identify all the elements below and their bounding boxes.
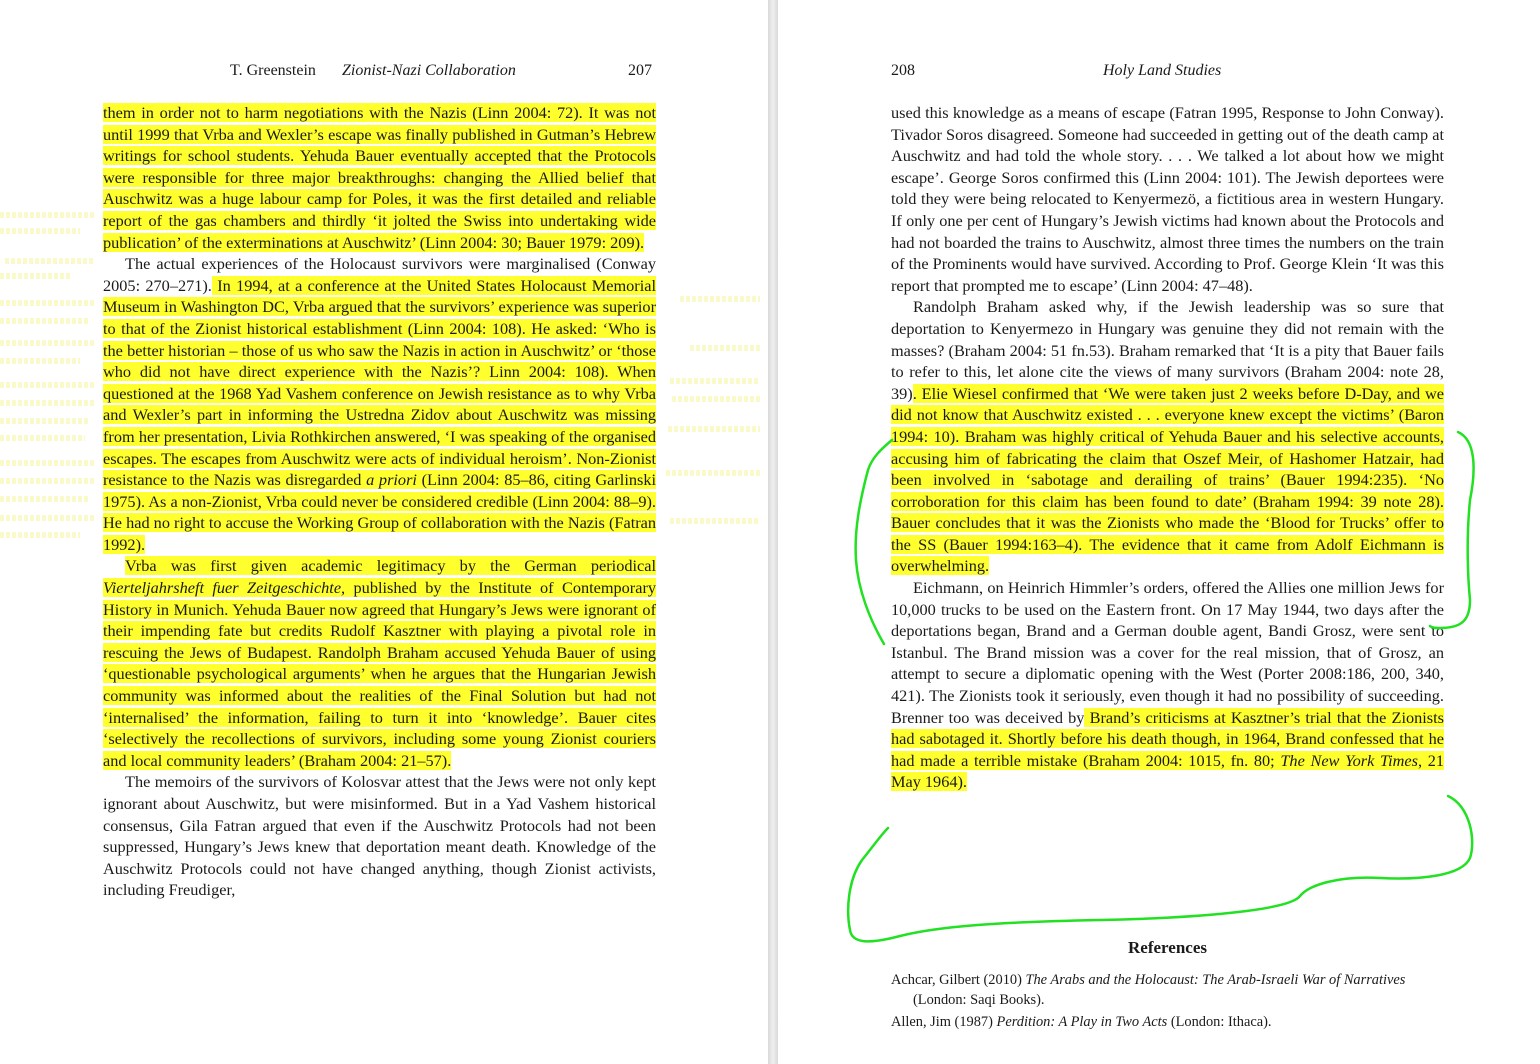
left-running-author: T. Greenstein [230, 62, 316, 79]
highlighted-text: . Elie Wiesel confirmed that ‘We were taken just 2 weeks before D-Day, and we did not know that Auschwitz existed . . . everyone knew except the victims’ (Baron 1994: 10). Braham was highly critical of Yehuda Bauer and his selective accounts, accusing him of fabricating the claim that Oszef Meir, of Hashomer Hatzair, had been involved in ‘sabotage and derailing of trains’ (Bauer 1994:235). ‘No corroboration for this claim has been found to date’ (Braham 1994: 39 note 28). Bauer concludes that it was the Zionists who made the ‘Blood for Trucks’ offer to the SS (Bauer 1994:163–4). The evidence that it came from Adolf Eichmann is overwhelming. [891, 383, 1444, 576]
highlighted-text: The New York Times [1280, 750, 1418, 770]
left-page-number: 207 [628, 62, 652, 79]
left-running-title [342, 60, 516, 82]
highlighted-text: a priori [366, 470, 417, 490]
book-gutter [768, 0, 778, 1064]
left-paragraph [103, 555, 656, 771]
reference-text: (London: Saqi Books). [913, 992, 1045, 1008]
body-text: used this knowledge as a means of escape (Fatran 1995, Response to John Conway). Tivador Soros disagreed. Someone had succeeded in getting out of the death camp at Auschwitz and had told the whole story. . . . We talked a lot about how we might escape’. George Soros confirmed this (Linn 2004: 101). The Jewish deportees were told they were being relocated to Kenyermezö, a fictitious area in western Hungary. If only one per cent of Hungary’s Jewish victims had known about the Protocols and had not boarded the trains to Auschwitz, almost three times the numbers on the train of the Prominents would have survived. According to Prof. George Klein ‘It was this report that prompted me to escape’ (Linn 2004: 47–48). [891, 103, 1444, 295]
left-paragraph [103, 771, 656, 901]
right-running-title [1103, 60, 1221, 82]
reference-text: Achcar, Gilbert (2010) [891, 972, 1026, 988]
left-paragraph [103, 102, 656, 253]
right-page [778, 0, 1540, 1064]
body-text: Randolph Braham asked why, if the Jewish leadership was so sure that deportation to Kenyermezo in Hungary was genuine they did not remain with the masses? (Braham 2004: 51 fn.53). Braham remarked that ‘It is a pity that Bauer fails to refer to this, let alone cite the views of many survivors (Braham 2004: note 28, 39) [891, 297, 1444, 403]
left-paragraph [103, 253, 656, 555]
right-paragraph [891, 102, 1444, 296]
highlighted-text: Vierteljahrsheft fuer Zeitgeschichte, [103, 578, 346, 598]
highlighted-text: , 21 May 1964). [891, 750, 1445, 792]
reference-text: Allen, Jim (1987) [891, 1014, 997, 1030]
body-text: Eichmann, on Heinrich Himmler’s orders, offered the Allies one million Jews for 10,000 trucks to be used on the Eastern front. On 17 May 1944, two days after the deportations began, Brand and a German double agent, Bandi Grosz, were sent to Istanbul. The Brand mission was a cover for the real mission, that of Grosz, an attempt to secure a diplomatic opening with the West (Porter 2008:186, 200, 340, 421). The Zionists took it seriously, even though it had no possibility of succeeding. Brenner too was deceived by [891, 578, 1444, 727]
right-running-title-text: Holy Land Studies [1103, 62, 1222, 79]
highlighted-text: Vrba was first given academic legitimacy by the German periodical [125, 556, 656, 576]
right-body-text [891, 102, 1444, 793]
highlighted-text: In 1994, at a conference at the United States Holocaust Memorial Museum in Washington DC, Vrba argued that the survivors’ experience was superior to that of the Zionist historical establishment (Linn 2004: 108). He asked: ‘Who is the better historian – those of us who saw the Nazis in action in Auschwitz’ or ‘those who did not have direct experience with the Nazis’? Linn 2004: 108). When questioned at the 1968 Yad Vashem conference on Jewish resistance as to why Vrba and Wexler’s part in informing the Ustredna Zidov about Auschwitz was missing from her presentation, Livia Rothkirchen answered, ‘I was speaking of the organised escapes. The escapes from Auschwitz were acts of individual heroism’. Non-Zionist resistance to the Nazis was disregarded [103, 275, 657, 490]
highlighted-text: (Linn 2004: 85–86, citing Garlinski 1975). As a non-Zionist, Vrba could never be considered credible (Linn 2004: 88–9). He had no right to accuse the Working Group of collaboration with the Nazis (Fatran 1992). [103, 470, 656, 554]
reference-text: The Arabs and the Holocaust: The Arab-Israeli War of Narratives [1025, 972, 1406, 988]
right-paragraph [891, 577, 1444, 793]
highlighted-text: published by the Institute of Contemporary History in Munich. Yehuda Bauer now agreed that Hungary’s Jews were ignorant of their impending fate but credits Rudolf Kasztner with playing a pivotal role in rescuing the Jews of Budapest. Randolph Braham accused Yehuda Bauer of using ‘questionable psychological arguments’ when he argues that the Hungarian Jewish community was informed about the realities of the Final Solution but had not ‘internalised’ the information, failing to turn it into ‘knowledge’. Bauer cites ‘selectively the recollections of survivors, including some young Zionist couriers and local community leaders’ (Braham 2004: 21–57). [103, 578, 657, 770]
left-running-title-text: Zionist-Nazi Collaboration [342, 62, 516, 79]
right-page-number: 208 [891, 62, 915, 79]
reference-entry [891, 970, 1444, 1010]
reference-text: (London: Ithaca). [1167, 1014, 1272, 1030]
left-page [0, 0, 768, 1064]
reference-entry [891, 1012, 1444, 1032]
left-body-text [103, 102, 656, 901]
references-list [891, 970, 1444, 1034]
references-heading: References [1128, 938, 1207, 957]
body-text: The actual experiences of the Holocaust survivors were marginalised (Conway 2005: 270–271). [103, 254, 656, 295]
right-paragraph [891, 296, 1444, 577]
body-text: The memoirs of the survivors of Kolosvar attest that the Jews were not only kept ignorant about Auschwitz, but were misinformed. But in a Yad Vashem historical consensus, Gila Fatran argued that even if the Auschwitz Protocols had not been suppressed, Hungary’s Jews knew that deportation meant death. Knowledge of the Auschwitz Protocols could not have changed anything, though Zionist activists, including Freudiger, [103, 772, 656, 900]
reference-text: Perdition: A Play in Two Acts [996, 1014, 1168, 1030]
highlighted-text: Brand’s criticisms at Kasztner’s trial that the Zionists had sabotaged it. Shortly before his death though, in 1964, Brand confessed that he had made a terrible mistake (Braham 2004: 1015, fn. 80; [891, 707, 1444, 770]
highlighted-text: them in order not to harm negotiations with the Nazis (Linn 2004: 72). It was not until 1999 that Vrba and Wexler’s escape was finally published in Gutman’s Hebrew writings for school students. Yehuda Bauer eventually accepted that the Protocols were responsible for three major breakthroughs: changing the Allied belief that Auschwitz was a huge labour camp for Poles, it was the first detailed and reliable report of the gas chambers and thirdly ‘it jolted the Swiss into undertaking wide publication’ of the exterminations at Auschwitz’ (Linn 2004: 30; Bauer 1979: 209). [103, 103, 656, 252]
